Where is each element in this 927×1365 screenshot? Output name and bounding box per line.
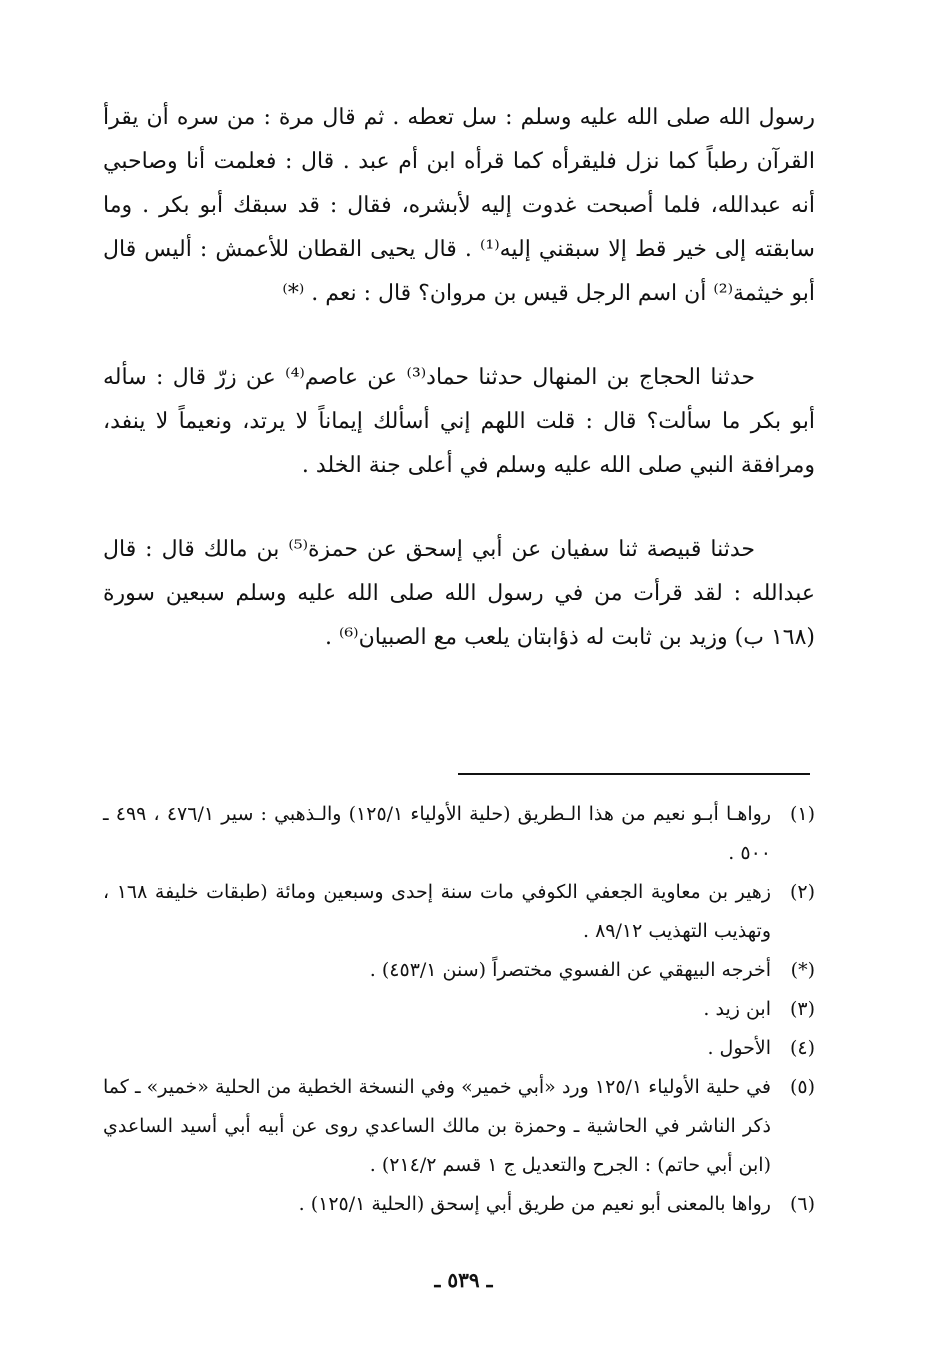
footnote-text: زهير بن معاوية الجعفي الكوفي مات سنة إحدى وسبعين ومائة (طبقات خليفة ١٦٨ ، وتهذيب التهذيب ٨٩/١٢ . [103, 881, 772, 942]
footnotes [103, 795, 815, 1224]
footnote-text: ابن زيد . [703, 998, 771, 1020]
paragraph-1: رسول الله صلى الله عليه وسلم : سل تعطه . ثم قال مرة : من سره أن يقرأ القرآن رطباً كما نزل فليقرأه كما قرأه ابن أم عبد . قال : فعلمت أنا وصاحبي أنه عبدالله، فلما أصبحت غدوت إليه لأبشره، فقال : قد سبقك أبو بكر . وما سابقته إلى خير قط إلا سبقني إليه⁽¹⁾ . قال يحيى القطان للأعمش : أليس قال أبو خيثمة⁽²⁾ أن اسم الرجل قيس بن مروان؟ قال : نعم . ⁽*⁾ [103, 105, 815, 306]
footnote-number: (٣) [789, 998, 815, 1020]
footnote-text: رواها بالمعنى أبو نعيم من طريق أبي إسحق (الحلية ١٢٥/١) . [298, 1193, 771, 1215]
page-number: ـ ٥٣٩ ـ [434, 1268, 493, 1292]
footnote-text: رواهـا أبـو نعيم من هذا الـطريق (حلية الأولياء ١٢٥/١) والـذهبي : سير ٤٧٦/١ ، ٤٩٩ ـ ٥٠٠ . [103, 803, 771, 864]
footnote-number: (*) [790, 959, 815, 981]
footnote-2 [103, 873, 815, 951]
footnote-1 [103, 795, 815, 873]
footnote-text: أخرجه البيهقي عن الفسوي مختصراً (سنن ٤٥٣/١) . [369, 959, 771, 981]
footnote-number: (٥) [789, 1076, 815, 1098]
footnote-number: (٤) [789, 1037, 815, 1059]
paragraph-3: حدثنا قبيصة ثنا سفيان عن أبي إسحق عن حمزة⁽⁵⁾ بن مالك قال : قال عبدالله : لقد قرأت من في رسول الله صلى الله عليه وسلم سبعين سورة (١٦٨ ب) وزيد بن ثابت له ذؤابتان يلعب مع الصبيان⁽⁶⁾ . [103, 537, 815, 650]
main-text [103, 96, 815, 700]
footnote-6 [103, 1185, 815, 1224]
footnote-star [103, 951, 815, 990]
footnote-4 [103, 1029, 815, 1068]
footnote-5 [103, 1068, 815, 1185]
footnote-3 [103, 990, 815, 1029]
paragraph-2: حدثنا الحجاج بن المنهال حدثنا حماد⁽³⁾ عن عاصم⁽⁴⁾ عن زرّ قال : سأله أبو بكر ما سألت؟ قال : قلت اللهم إني أسألك إيماناً لا يرتد، ونعيماً لا ينفد، ومرافقة النبي صلى الله عليه وسلم في أعلى جنة الخلد . [103, 365, 815, 478]
footnote-number: (٢) [789, 881, 815, 903]
footnote-number: (١) [789, 803, 815, 825]
footnote-number: (٦) [789, 1193, 815, 1215]
footnote-separator [458, 773, 810, 775]
footnote-text: في حلية الأولياء ١٢٥/١ ورد «أبي خمير» وفي النسخة الخطية من الحلية «خمير» ـ كما ذكر الناشر في الحاشية ـ وحمزة بن مالك الساعدي روى عن أبيه أبي أسيد الساعدي (ابن أبي حاتم) : الجرح والتعديل ج ١ قسم ٢١٤/٢) . [103, 1076, 772, 1176]
footnote-text: الأحول . [707, 1037, 771, 1059]
